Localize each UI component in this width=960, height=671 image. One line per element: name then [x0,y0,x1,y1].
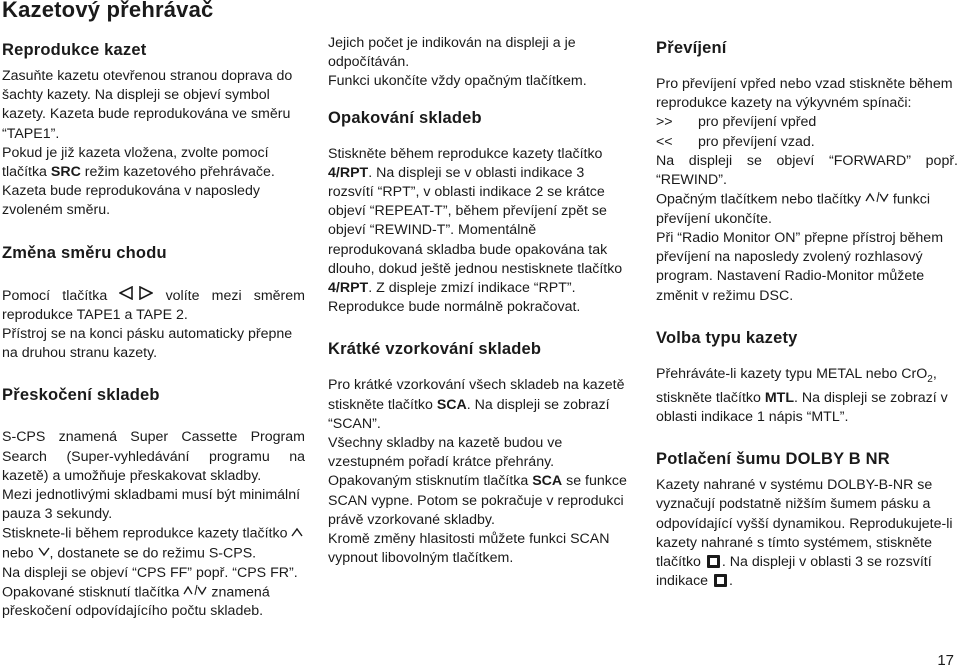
heading-repeat: Opakování skladeb [328,108,482,127]
list-item [656,133,958,152]
dolby-icon [707,555,720,568]
heading-direction: Změna směru chodu [2,243,167,262]
heading-dolby: Potlačení šumu DOLBY B NR [656,450,890,469]
column-3 [656,34,958,591]
paragraph-direction-1: Pomocí tlačítka volíte mezi směrem reprodukce TAPE1 a TAPE 2. [2,287,305,323]
page-number: 17 [937,652,954,669]
sca-button-label-2: SCA [532,473,563,490]
heading-wind: Převíjení [656,39,727,57]
paragraph-skip-4: Na displeji se objeví “CPS FF” popř. “CPS FR”. [2,564,298,581]
paragraph-wind-3: Opačným tlačítkem nebo tlačítky funkci převíjení ukončíte. [656,191,930,227]
heading-type: Volba typu kazety [656,328,798,347]
paragraph-wind-1: Pro převíjení vpřed nebo vzad stiskněte během reprodukce kazety na výkyvném spínači: [656,76,953,112]
paragraph-scan-1: Pro krátké vzorkování všech skladeb na kazetě stiskněte tlačítko SCA. Na displeji se zobrazí “SCAN”. [328,377,625,432]
paragraph-playback-2: Pokud je již kazeta vložena, zvolte pomocí tlačítka SRC režim kazetového přehrávače. Kazeta bude reprodukována v naposledy zvoleném směru. [2,144,275,219]
paragraph-type: Přehráváte-li kazety typu METAL nebo CrO$_2$, stiskněte tlačítko MTL. Na displeji se zobrazí v oblasti indikace 1 nápis “MTL”. [656,365,948,426]
up-down-chevron-icon [183,583,207,602]
list-item-text: pro převíjení vzad. [698,133,815,150]
heading-playback: Reprodukce kazet [2,41,147,59]
paragraph-playback-1: Zasuňte kazetu otevřenou stranou doprava do šachty kazety. Na displeji se objeví symbol kazety. Kazeta bude reprodukována ve směru “TAPE1”. [2,68,293,142]
direction-arrows-icon [119,286,153,306]
paragraph-skip-5: Opakované stisknutí tlačítka znamená přeskočení odpovídajícího počtu skladeb. [2,584,270,620]
paragraph-wind-2: Na displeji se objeví “FORWARD” popř. “REWIND”. [656,152,958,189]
src-button-label: SRC [50,164,81,181]
paragraph-repeat-1: Stiskněte během reprodukce kazety tlačítko 4/RPT. Na displeji se v oblasti indikace 3 rozsvítí “RPT”, v oblasti indikace 2 se krátce objeví “REPEAT-T”, během převíjení zpět se objeví “REWIND-T”. Momentálně reprodukovaná skladba bude opakována tak dlouho, dokud ještě jednou nestisknete tlačítko 4/RPT. Z displeje zmizí indikace “RPT”. [328,145,623,297]
paragraph-count: Jejich počet je indikován na displeji a je odpočítáván. [328,35,576,71]
paragraph-dolby: Kazety nahrané v systému DOLBY-B-NR se vyznačují podstatně nižším šumem pásku a odpovídající vyšší dynamikou. Reprodukujete-li kazety nahrané s tímto systémem, stiskněte tlačítko . Na displeji v oblasti 3 se rozsvítí indikace . [656,477,953,590]
up-chevron-icon [291,524,303,543]
paragraph-skip-1: S-CPS znamená Super Cassette Program Search (Super-vyhledávání programu na kazetě) a umožňuje přeskakovat skladby. [2,429,305,484]
dolby-indicator-icon [714,574,727,587]
paragraph-repeat-2: Reprodukce bude normálně pokračovat. [328,299,581,316]
page-title: Kazetový přehrávač [2,0,214,22]
paragraph-direction-2: Přístroj se na konci pásku automaticky přepne na druhou stranu kazety. [2,326,293,362]
list-item-text: pro převíjení vpřed [698,114,817,131]
rewind-symbol: << [656,133,673,150]
list-item [656,113,958,132]
down-chevron-icon [38,544,50,563]
subscript-2: 2 [927,373,933,385]
sca-button-label: SCA [436,396,467,413]
column-1 [2,34,305,622]
heading-skip: Přeskočení skladeb [2,386,160,405]
paragraph-scan-2: Všechny skladby na kazetě budou ve vzestupném pořadí krátce přehrány. [328,435,563,471]
column-2 [328,34,630,568]
heading-scan: Krátké vzorkování skladeb [328,340,542,359]
mtl-button-label: MTL [764,389,794,406]
rpt-button-label-2: 4/RPT [328,280,369,297]
paragraph-end-function: Funkci ukončíte vždy opačným tlačítkem. [328,73,587,90]
forward-symbol: >> [656,114,673,131]
up-down-chevron-icon [865,190,889,209]
paragraph-skip-2: Mezi jednotlivými skladbami musí být minimální pauza 3 sekundy. [2,487,301,523]
paragraph-skip-3: Stisknete-li během reprodukce kazety tlačítko nebo , dostanete se do režimu S-CPS. [2,524,305,563]
paragraph-scan-4: Kromě změny hlasitosti můžete funkci SCAN vypnout libovolným tlačítkem. [328,531,610,567]
paragraph-wind-4: Při “Radio Monitor ON” přepne přístroj během převíjení na naposledy zvolený rozhlasový program. Nastavení Radio-Monitor můžete změnit v režimu DSC. [656,229,944,304]
rpt-button-label: 4/RPT [328,164,369,181]
paragraph-scan-3: Opakovaným stisknutím tlačítka SCA se funkce SCAN vypne. Potom se pokračuje v reprodukci právě vzorkované skladby. [328,473,627,528]
